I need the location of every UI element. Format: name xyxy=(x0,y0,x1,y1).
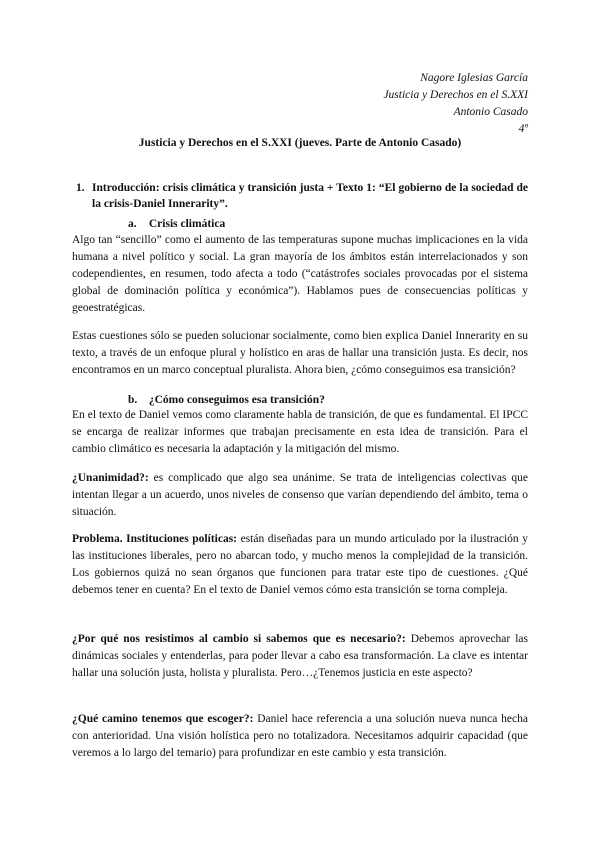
paragraph-lead: Problema. Instituciones políticas: xyxy=(72,533,238,545)
subsection-heading-text: Crisis climática xyxy=(148,218,226,230)
subsection-a-heading xyxy=(128,216,225,232)
paragraph-6 xyxy=(72,631,528,682)
subsection-heading-text: ¿Cómo conseguimos esa transición? xyxy=(148,394,325,406)
header-block xyxy=(383,70,528,138)
subsection-letter: a. xyxy=(128,218,137,230)
paragraph-5 xyxy=(72,531,528,599)
course-year: 4º xyxy=(518,123,528,135)
paragraph-lead: ¿Unanimidad?: xyxy=(72,472,149,484)
course-name: Justicia y Derechos en el S.XXI xyxy=(383,89,528,101)
paragraph-1: Algo tan “sencillo” como el aumento de las temperaturas supone muchas implicaciones en la vida humana a nivel político y social. La gran mayoría de los ámbitos están interrelacionados y son codependientes, en resumen, todo afecta a todo (“catástrofes sociales provocadas por el sistema global de dominación política y económica”). Hablamos pues de consecuencias políticas y geoestratégicas. xyxy=(72,234,528,314)
paragraph-lead: ¿Por qué nos resistimos al cambio si sabemos que es necesario?: xyxy=(72,633,406,645)
section-1-heading xyxy=(76,180,528,212)
paragraph-4 xyxy=(72,470,528,521)
section-heading-text: Introducción: crisis climática y transición justa + Texto 1: “El gobierno de la sociedad de la crisis-Daniel Innerarity”. xyxy=(92,182,528,210)
section-number: 1. xyxy=(76,182,85,194)
paragraph-body: Daniel hace referencia a una solución nueva nunca hecha con anterioridad. Una visión holística pero no totalizadora. Necesitamos adquirir capacidad (que veremos a lo largo del temario) para profundizar en este cambio y esta transición. xyxy=(72,713,528,759)
author-name: Nagore Iglesias García xyxy=(420,72,528,84)
paragraph-lead: ¿Qué camino tenemos que escoger?: xyxy=(72,713,254,725)
teacher-name: Antonio Casado xyxy=(453,106,528,118)
paragraph-2: Estas cuestiones sólo se pueden solucionar socialmente, como bien explica Daniel Innerarity en su texto, a través de un enfoque plural y holístico en aras de hallar una transición justa. Es decir, nos encontramos en un marco conceptual pluralista. Ahora bien, ¿cómo conseguimos esa transición? xyxy=(72,330,528,376)
paragraph-body: Debemos aprovechar las dinámicas sociales y entenderlas, para poder llevar a cabo esa transformación. La clave es intentar hallar una solución justa, holista y pluralista. Pero…¿Tenemos justicia en este aspecto? xyxy=(72,633,528,679)
subsection-b-heading xyxy=(128,392,325,408)
paragraph-3: En el texto de Daniel vemos como claramente habla de transición, de que es fundamental. El IPCC se encarga de realizar informes que trabajan precisamente en esta idea de transición. Para el cambio climático es necesaria la adaptación y la mitigación del mismo. xyxy=(72,409,528,455)
subsection-letter: b. xyxy=(128,394,138,406)
document-title: Justicia y Derechos en el S.XXI (jueves. Parte de Antonio Casado) xyxy=(138,137,462,149)
paragraph-body: es complicado que algo sea unánime. Se trata de inteligencias colectivas que intentan llegar a un acuerdo, unos niveles de consenso que varían dependiendo del ámbito, tema o situación. xyxy=(72,472,528,518)
paragraph-7 xyxy=(72,711,528,762)
paragraph-body: están diseñadas para un mundo articulado por la ilustración y las instituciones liberales, pero no abarcan todo, y mucho menos la complejidad de la transición. Los gobiernos quizá no sean órganos que funcionen para tratar este tipo de cuestiones. ¿Qué debemos tener en cuenta? En el texto de Daniel vemos cómo esta transición se torna compleja. xyxy=(72,533,528,596)
